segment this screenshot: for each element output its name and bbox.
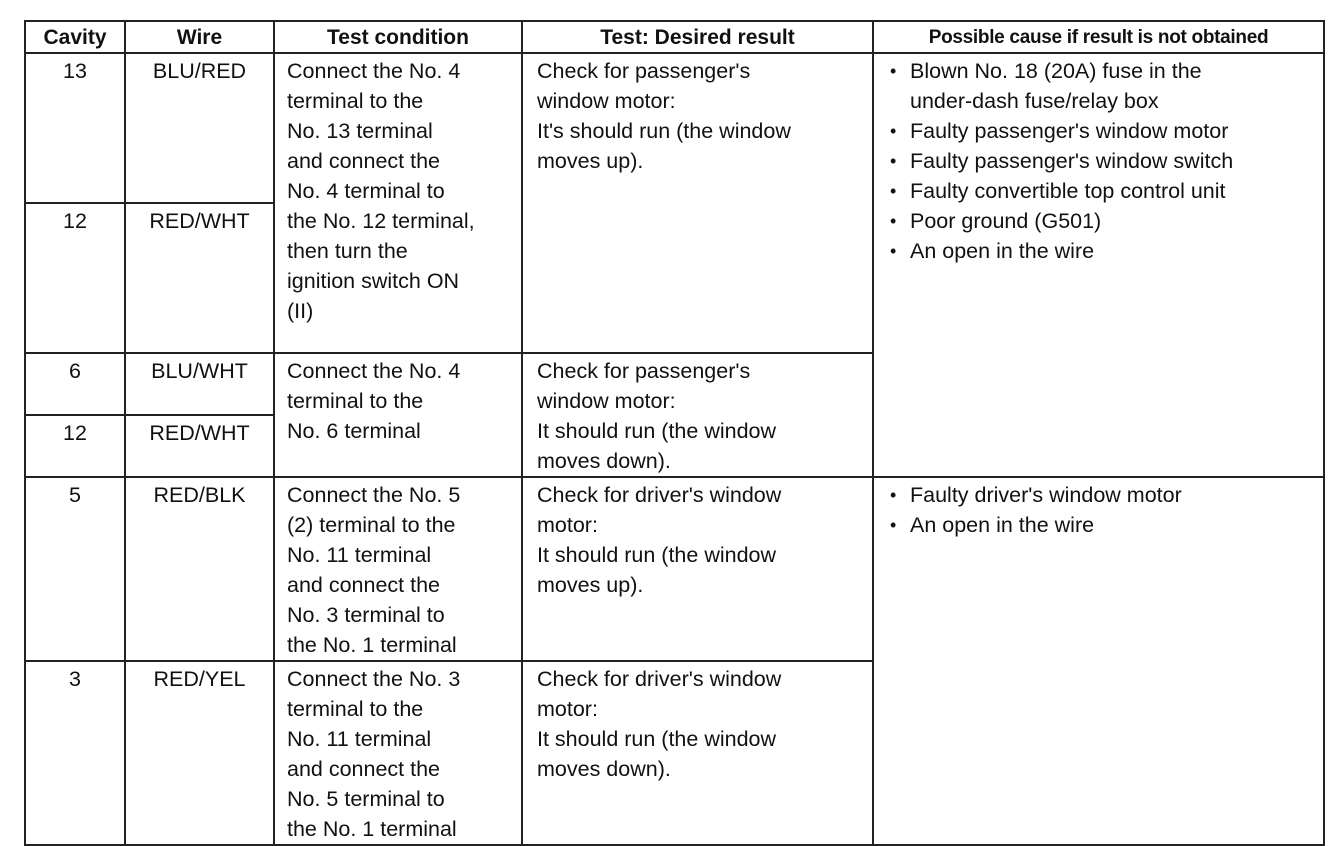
list-item: [886, 146, 1317, 176]
possible-cause-cell: [873, 477, 1324, 845]
wire-cell: RED/WHT: [125, 415, 274, 477]
desired-result-cell: [522, 353, 873, 477]
header-desired-result: Test: Desired result: [522, 21, 873, 53]
test-condition-cell: [274, 53, 522, 353]
test-condition-cell: [274, 661, 522, 845]
text-line: motor:: [537, 697, 598, 721]
desired-result-cell: [522, 477, 873, 661]
text-line: Check for passenger's: [537, 359, 751, 383]
text-line: Check for passenger's: [537, 59, 751, 83]
text-line: It should run (the window: [537, 727, 777, 751]
text-line: • Faulty passenger's window switch: [910, 149, 1234, 173]
wire-cell: BLU/RED: [125, 53, 274, 203]
text-line: terminal to the: [287, 89, 424, 113]
text-line: It's should run (the window: [537, 119, 791, 143]
header-cavity: Cavity: [25, 21, 125, 53]
text-line: It should run (the window: [537, 543, 777, 567]
text-line: No. 6 terminal: [287, 419, 421, 443]
text-line: terminal to the: [287, 389, 424, 413]
text-line: then turn the: [287, 239, 408, 263]
text-line: and connect the: [287, 149, 441, 173]
wire-cell: RED/BLK: [125, 477, 274, 661]
list-item: [886, 176, 1317, 206]
text-line: Connect the No. 4: [287, 59, 461, 83]
table-row: [25, 477, 1324, 661]
desired-result-cell: [522, 53, 873, 353]
list-item: [886, 206, 1317, 236]
text-line: the No. 12 terminal,: [287, 209, 475, 233]
list-item: [886, 56, 1317, 116]
list-item: [886, 480, 1317, 510]
text-line: and connect the: [287, 757, 441, 781]
wire-cell: BLU/WHT: [125, 353, 274, 415]
text-line: No. 3 terminal to: [287, 603, 445, 627]
text-line: moves up).: [537, 573, 644, 597]
text-line: It should run (the window: [537, 419, 777, 443]
test-condition-cell: [274, 477, 522, 661]
cavity-cell: 12: [25, 203, 125, 353]
text-line: • Faulty convertible top control unit: [910, 179, 1226, 203]
text-line: ignition switch ON: [287, 269, 460, 293]
cavity-cell: 12: [25, 415, 125, 477]
text-line: No. 11 terminal: [287, 727, 432, 751]
text-line: Connect the No. 5: [287, 483, 461, 507]
text-line: terminal to the: [287, 697, 424, 721]
text-line: motor:: [537, 513, 598, 537]
text-line: Check for driver's window: [537, 483, 782, 507]
text-line: Connect the No. 4: [287, 359, 461, 383]
text-line: • Faulty driver's window motor: [910, 483, 1182, 507]
table-row: [25, 53, 1324, 203]
text-line: No. 5 terminal to: [287, 787, 445, 811]
cavity-cell: 6: [25, 353, 125, 415]
text-line: Connect the No. 3: [287, 667, 461, 691]
text-line: Check for driver's window: [537, 667, 782, 691]
test-condition-cell: [274, 353, 522, 477]
text-line: moves down).: [537, 449, 671, 473]
text-line: the No. 1 terminal: [287, 633, 457, 657]
text-line: • Poor ground (G501): [910, 209, 1102, 233]
text-line: • Blown No. 18 (20A) fuse in the: [910, 59, 1202, 83]
text-line: • An open in the wire: [910, 239, 1095, 263]
cavity-cell: 5: [25, 477, 125, 661]
text-line: • An open in the wire: [910, 513, 1095, 537]
text-line: (II): [287, 299, 314, 323]
text-line: (2) terminal to the: [287, 513, 456, 537]
text-line: the No. 1 terminal: [287, 817, 457, 841]
cause-list: [886, 480, 1317, 540]
text-line: No. 11 terminal: [287, 543, 432, 567]
list-item: [886, 510, 1317, 540]
text-line: No. 13 terminal: [287, 119, 433, 143]
list-item: [886, 236, 1317, 266]
header-wire: Wire: [125, 21, 274, 53]
text-line: window motor:: [537, 89, 676, 113]
text-line: under-dash fuse/relay box: [910, 89, 1159, 113]
text-line: No. 4 terminal to: [287, 179, 445, 203]
header-row: [25, 21, 1324, 53]
text-line: • Faulty passenger's window motor: [910, 119, 1229, 143]
text-line: and connect the: [287, 573, 441, 597]
header-test-condition: Test condition: [274, 21, 522, 53]
text-line: moves up).: [537, 149, 644, 173]
header-possible-cause: Possible cause if result is not obtained: [873, 21, 1324, 53]
desired-result-cell: [522, 661, 873, 845]
text-line: moves down).: [537, 757, 671, 781]
wire-cell: RED/WHT: [125, 203, 274, 353]
possible-cause-cell: [873, 53, 1324, 477]
wire-cell: RED/YEL: [125, 661, 274, 845]
cavity-cell: 13: [25, 53, 125, 203]
list-item: [886, 116, 1317, 146]
window-circuit-test-table: [24, 20, 1325, 846]
cavity-cell: 3: [25, 661, 125, 845]
troubleshooting-document: [24, 20, 1323, 841]
text-line: window motor:: [537, 389, 676, 413]
cause-list: [886, 56, 1317, 266]
